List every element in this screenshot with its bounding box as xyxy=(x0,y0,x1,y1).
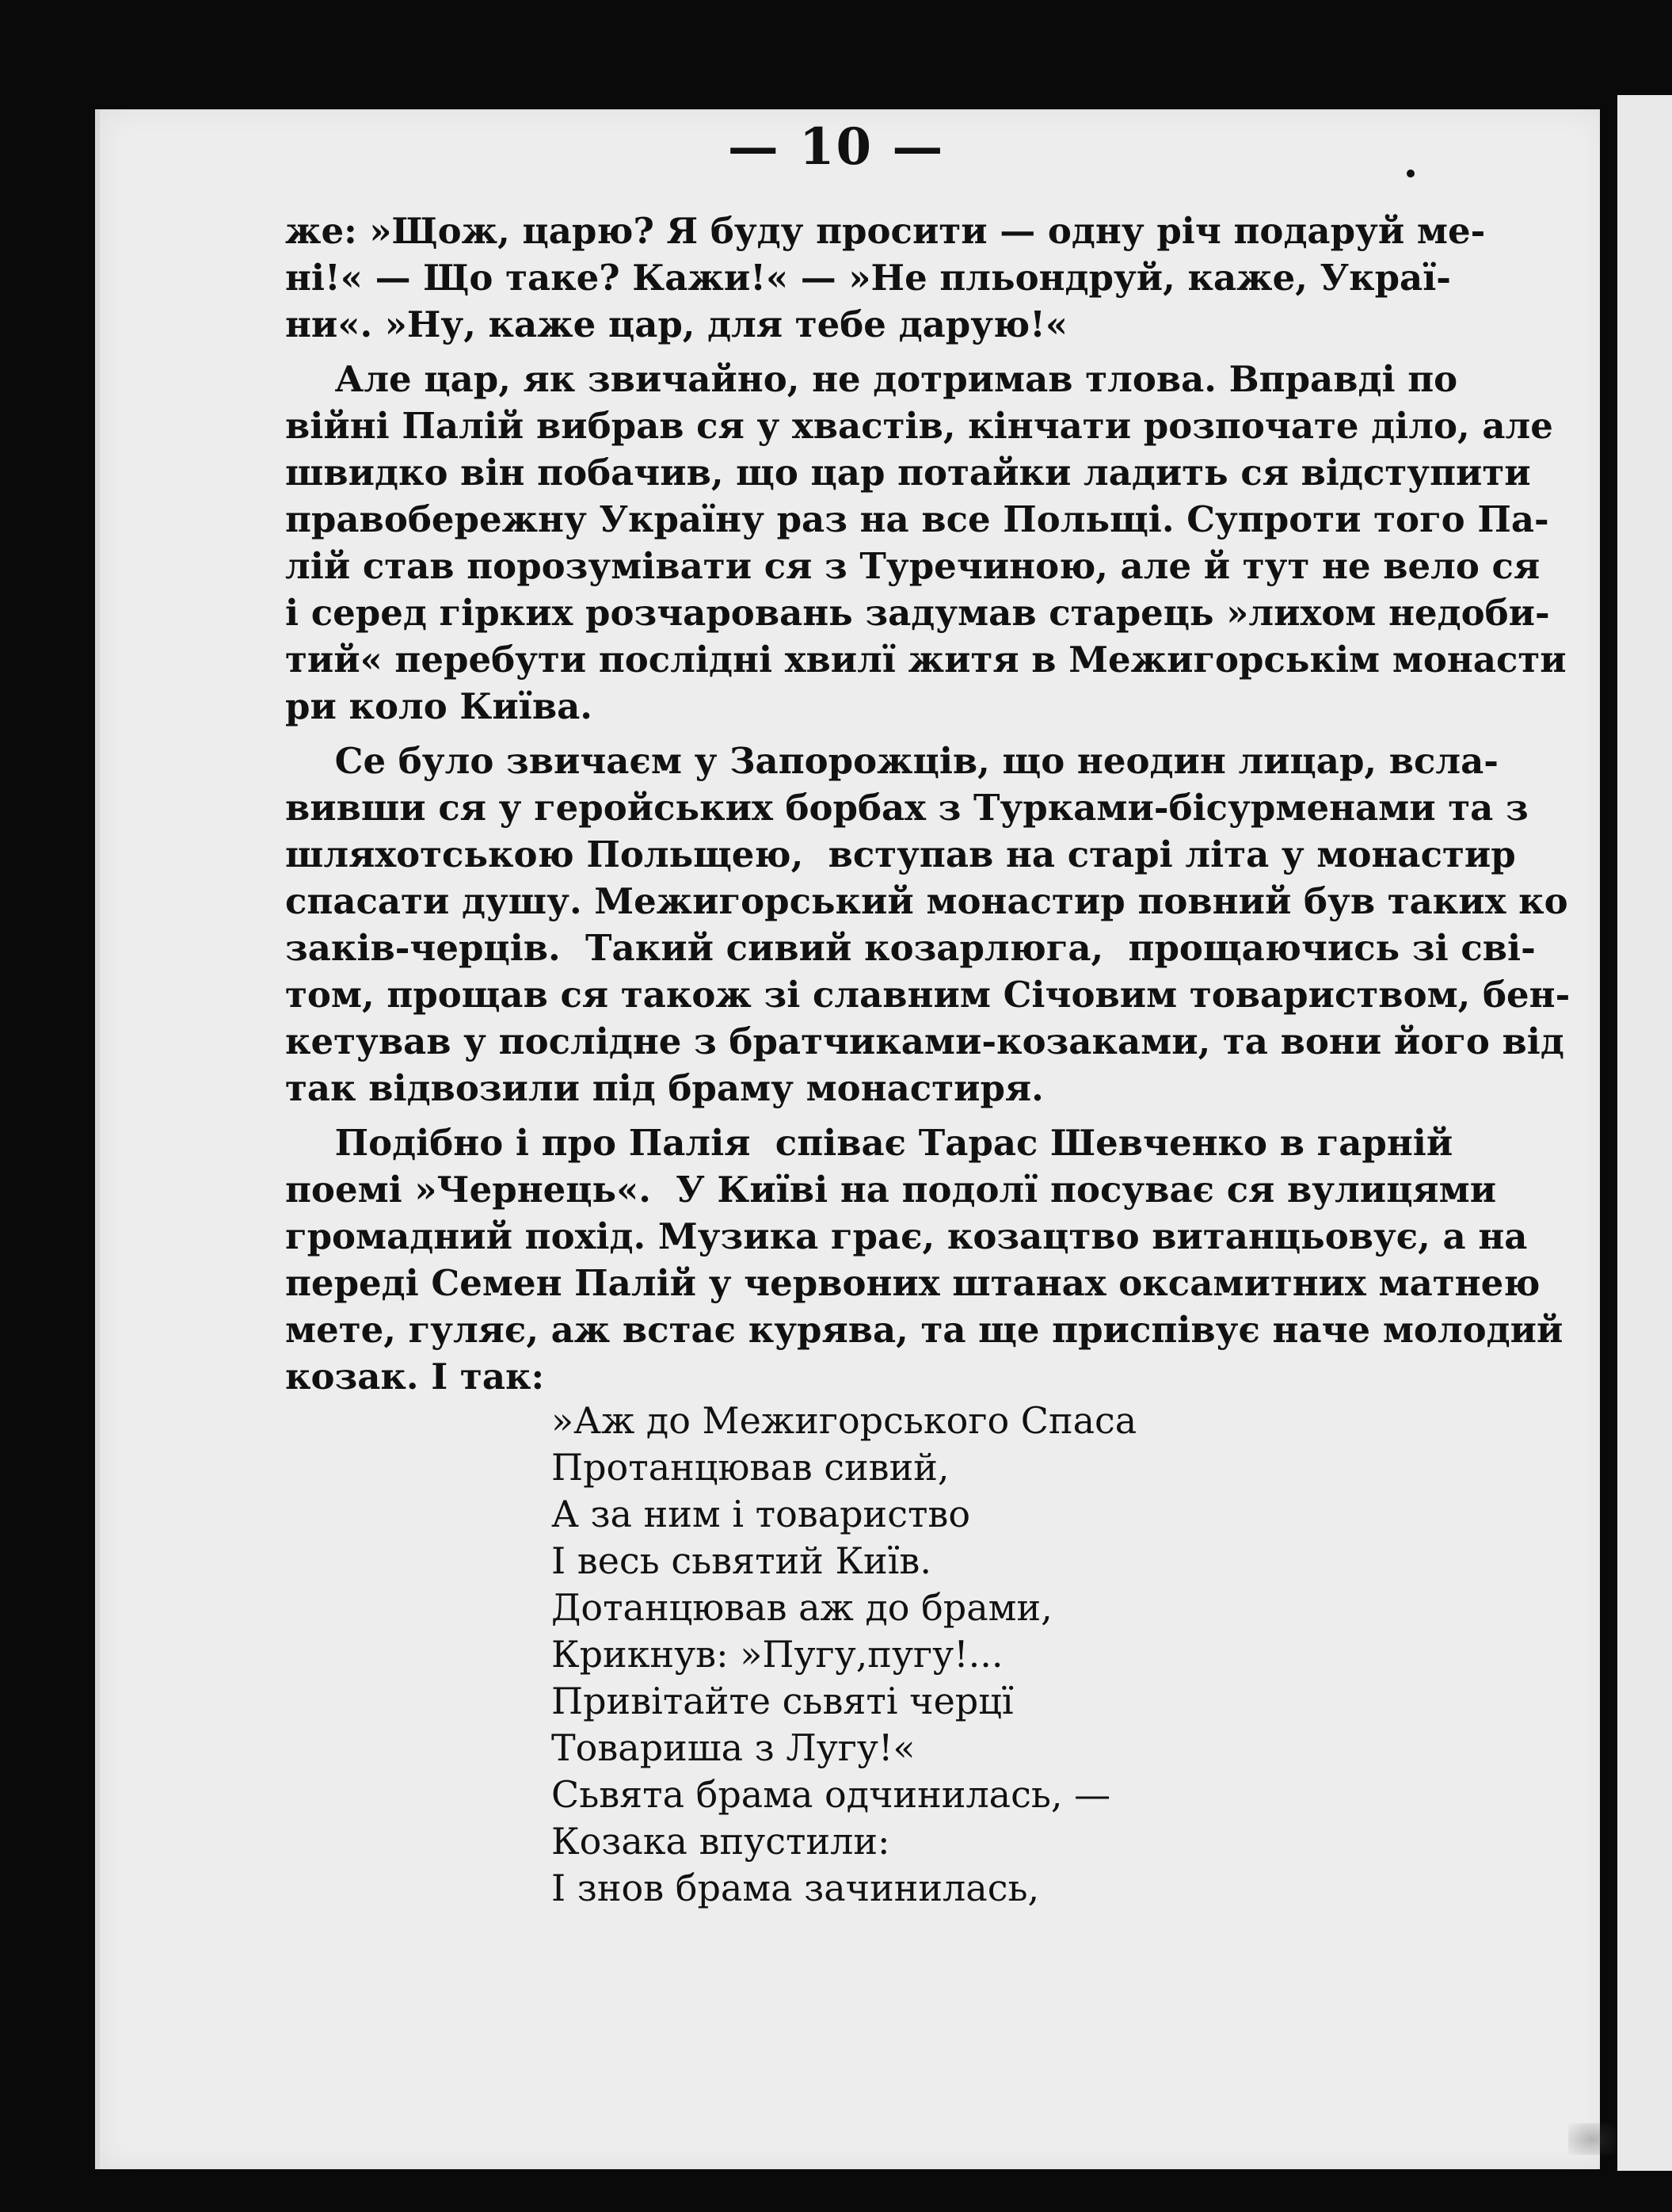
body-text xyxy=(285,208,1571,1400)
text-line: правобережну Україну раз на все Польщі. Супроти того Па- xyxy=(285,498,1549,540)
poem-quote xyxy=(551,1398,1137,1912)
text-line: спасати душу. Межигорський монастир повний був таких ко xyxy=(285,880,1568,922)
text-line: Се було звичаєм у Запорожців, що неодин лицар, всла- xyxy=(285,740,1499,782)
text-line: швидко він побачив, що цар потайки ладить ся відступити xyxy=(285,452,1531,494)
text-line: ні!« — Що таке? Кажи!« — »Не пльондруй, каже, Украї- xyxy=(285,257,1451,299)
next-page-edge xyxy=(1617,95,1672,2171)
text-line: лій став порозумівати ся з Туречиною, але й тут не вело ся xyxy=(285,545,1541,587)
binding-gap xyxy=(1600,79,1617,2212)
text-line: так відвозили під браму монастиря. xyxy=(285,1067,1044,1109)
text-line: і серед гірких розчаровань задумав старець »лихом недоби- xyxy=(285,592,1550,634)
poem-line: »Аж до Межигорського Спаса xyxy=(551,1399,1137,1442)
poem-line: Привітайте сьвяті черцї xyxy=(551,1680,1014,1722)
scan-smudge xyxy=(1568,2123,1616,2155)
text-line: том, прощав ся також зі славним Січовим товариством, бен- xyxy=(285,974,1571,1016)
poem-line: Протанцював сивий, xyxy=(551,1446,950,1489)
page-number: — 10 — xyxy=(727,117,945,177)
text-line: переді Семен Палій у червоних штанах оксамитних матнею xyxy=(285,1262,1541,1304)
text-line: громадний похід. Музика грає, козацтво витанцьовує, а на xyxy=(285,1215,1528,1257)
poem-line: Крикнув: »Пугу,пугу!... xyxy=(551,1633,1004,1676)
text-line: Подібно і про Палія співає Тарас Шевченко в гарній xyxy=(285,1122,1453,1164)
text-line: тий« перебути послідні хвилї житя в Межигорськім монасти xyxy=(285,639,1567,681)
text-line: кетував у послідне з братчиками-козаками, та вони його від xyxy=(285,1020,1564,1062)
text-line: Але цар, як звичайно, не дотримав тлова. Вправді по xyxy=(285,358,1458,400)
poem-line: І знов брама зачинилась, xyxy=(551,1867,1040,1909)
text-line: війні Палій вибрав ся у хвастів, кінчати розпочате діло, але xyxy=(285,405,1553,447)
poem-line: Дотанцював аж до брами, xyxy=(551,1586,1053,1629)
text-line: мете, гуляє, аж встає курява, та ще приспівує наче молодий xyxy=(285,1309,1563,1351)
poem-line: Сьвята брама одчинилась, — xyxy=(551,1773,1111,1816)
poem-line: Товариша з Лугу!« xyxy=(551,1726,916,1769)
text-line: же: »Щож, царю? Я буду просити — одну річ подаруй ме- xyxy=(285,210,1486,252)
poem-line: І весь сьвятий Київ. xyxy=(551,1539,931,1582)
poem-line: Козака впустили: xyxy=(551,1820,890,1863)
text-line: ни«. »Ну, каже цар, для тебе дарую!« xyxy=(285,303,1068,345)
poem-line: А за ним і товариство xyxy=(551,1493,971,1535)
text-line: шляхотською Польщею, вступав на старі літа у монастир xyxy=(285,833,1516,875)
text-line: вивши ся у геройських борбах з Турками-бісурменами та з xyxy=(285,787,1529,829)
text-line: козак. І так: xyxy=(285,1356,545,1398)
text-line: заків-черців. Такий сивий козарлюга, прощаючись зі сві- xyxy=(285,927,1536,969)
text-line: ри коло Київа. xyxy=(285,685,592,727)
text-line: поемі »Чернець«. У Київі на подолї посуває ся вулицями xyxy=(285,1169,1497,1211)
